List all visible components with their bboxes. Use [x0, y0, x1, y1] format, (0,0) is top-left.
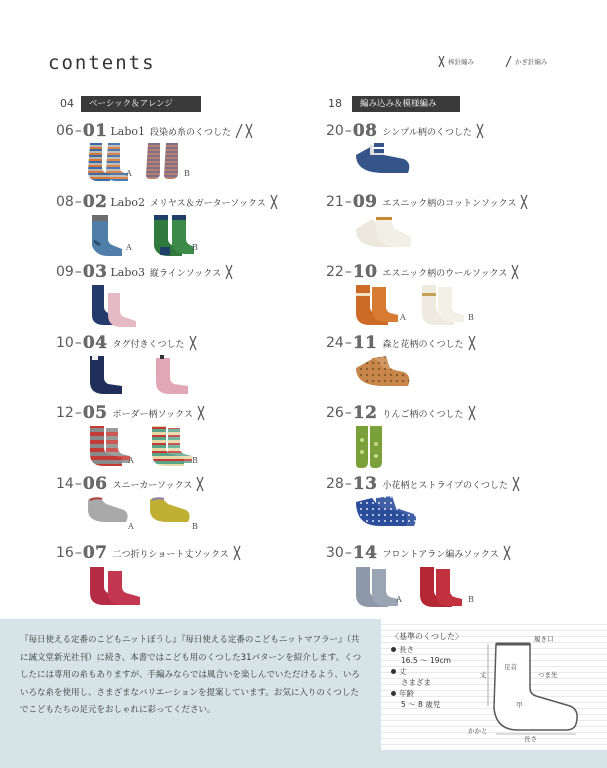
photo-03: [86, 283, 142, 327]
knitting-needles-icon: [476, 123, 484, 139]
knitting-needles-icon: [245, 123, 253, 139]
entry-title: 小花柄とストライプのくつした: [382, 480, 508, 491]
pattern-number: 01: [82, 121, 108, 141]
sock-image: [416, 565, 466, 609]
photo-10: [352, 283, 474, 327]
toc-entry-12[interactable]: 26 – 12 りんご柄のくつした: [326, 403, 476, 423]
knitting-needles-icon: [512, 476, 520, 492]
knitting-needles-icon: [225, 264, 233, 280]
photo-12: [352, 424, 386, 472]
entry-title: 縦ラインソックス: [150, 268, 222, 279]
spec-value: 5 〜 8 歳児: [401, 700, 441, 709]
variant-label: B: [192, 456, 198, 465]
knitting-needles-icon: [468, 405, 476, 421]
diagram-label-toe: つま先: [538, 671, 558, 679]
labo-label: Labo1: [110, 124, 146, 138]
standard-heading: 〈基準のくつした〉: [391, 632, 463, 641]
entry-title: エスニック柄のコットンソックス: [382, 198, 517, 209]
toc-entry-02[interactable]: 08 – 02 Labo2 メリヤス＆ガーターソックス: [56, 192, 278, 212]
legend-knit: [438, 55, 474, 68]
toc-entry-07[interactable]: 16 – 07 二つ折りショート丈ソックス: [56, 543, 241, 563]
sock-image: [148, 424, 196, 468]
entry-title: シンプル柄のくつした: [382, 127, 472, 138]
entry-title: メリヤス＆ガーターソックス: [150, 198, 266, 209]
knitting-needles-icon: [196, 476, 204, 492]
variant-label: B: [192, 522, 198, 531]
spec-value: さまざま: [401, 678, 431, 687]
photo-13: [352, 494, 420, 536]
toc-entry-08[interactable]: 20 – 08 シンプル柄のくつした: [326, 121, 484, 141]
variant-label: A: [126, 169, 132, 178]
page-title: contents: [48, 52, 156, 74]
crochet-hook-icon: [505, 55, 512, 68]
section-1-label: ベーシック＆アレンジ: [81, 96, 201, 112]
photo-14: [352, 565, 472, 609]
sock-image: [86, 565, 146, 607]
sock-image: [86, 283, 142, 327]
section-2-label: 編み込み＆模様編み: [352, 96, 460, 112]
legend-knit-label: 棒針編み: [448, 58, 474, 66]
sock-image: [86, 424, 134, 468]
photo-09: [352, 213, 414, 259]
sock-image: [352, 424, 386, 472]
sock-image: [352, 354, 414, 396]
sock-diagram: [468, 630, 598, 744]
photo-05: [86, 424, 200, 468]
bullet-icon: [391, 647, 396, 652]
section-1-page: 04: [60, 97, 74, 110]
knitting-needles-icon: [438, 55, 445, 68]
variant-label: A: [400, 313, 406, 322]
pattern-number: 09: [352, 192, 378, 212]
knitting-needles-icon: [233, 545, 241, 561]
pattern-number: 12: [352, 403, 378, 423]
legend-crochet: [505, 55, 548, 68]
toc-entry-03[interactable]: 09 – 03 Labo3 縦ラインソックス: [56, 262, 233, 282]
knitting-needles-icon: [197, 405, 205, 421]
sock-image: [352, 213, 414, 259]
entry-title: スニーカーソックス: [112, 480, 193, 491]
diagram-label-heel: かかと: [468, 727, 488, 735]
entry-title: エスニック柄のウールソックス: [382, 268, 508, 279]
legend-crochet-label: かぎ針編み: [515, 58, 548, 66]
photo-11: [352, 354, 414, 396]
diagram-label-sole: 足首: [504, 663, 517, 671]
pattern-number: 06: [82, 474, 108, 494]
variant-label: B: [192, 243, 198, 252]
sock-image: [352, 141, 414, 185]
variant-label: B: [468, 595, 474, 604]
pattern-number: 14: [352, 543, 378, 563]
intro-text: 『毎日使える定番のこどもニットぼうし』『毎日使える定番のこどもニットマフラー』（共に誠文堂新光社刊）に続き、本書ではこども用のくつした31パターンを紹介します。くつしたには専用の糸もありますが、手編みならでは風合いを楽しんでいただけるよう、いろいろな糸を使用し、さまざまなバリエーションを提案しています。お気に入りのくつしたでこどもたちの足元をおしゃれに彩ってください。: [20, 635, 362, 715]
toc-entry-10[interactable]: 22 – 10 エスニック柄のウールソックス: [326, 262, 519, 282]
labo-label: Labo3: [110, 265, 146, 279]
spec-key: 年齢: [399, 689, 414, 698]
toc-entry-09[interactable]: 21 – 09 エスニック柄のコットンソックス: [326, 192, 528, 212]
pattern-number: 11: [352, 333, 378, 353]
sock-image: [148, 213, 196, 257]
sock-image: [352, 283, 402, 327]
photo-01: [86, 141, 194, 183]
pattern-number: 07: [82, 543, 108, 563]
variant-label: A: [128, 456, 134, 465]
knitting-needles-icon: [189, 335, 197, 351]
spec-value: 16.5 〜 19cm: [401, 656, 451, 665]
entry-title: フロントアラン編みソックス: [382, 549, 499, 560]
entry-title: タグ付きくつした: [112, 339, 185, 350]
labo-label: Labo2: [110, 195, 146, 209]
bullet-icon: [391, 669, 396, 674]
entry-title: ボーダー柄ソックス: [112, 409, 193, 420]
photo-04: [86, 354, 196, 394]
pattern-number: 04: [82, 333, 108, 353]
entry-title: 森と花柄のくつした: [382, 339, 464, 350]
toc-entry-05[interactable]: 12 – 05 ボーダー柄ソックス: [56, 403, 205, 423]
toc-entry-13[interactable]: 28 – 13 小花柄とストライプのくつした: [326, 474, 520, 494]
toc-entry-01[interactable]: 06 – 01 Labo1 段染め糸のくつした: [56, 121, 253, 141]
spec-key: 長さ: [399, 645, 414, 654]
variant-label: A: [128, 522, 134, 531]
photo-08: [352, 141, 414, 185]
diagram-label-length: 長さ: [524, 735, 537, 743]
variant-label: B: [184, 169, 190, 178]
diagram-label-length-side: 丈: [480, 671, 487, 679]
entry-title: りんご柄のくつした: [382, 409, 464, 420]
pattern-number: 03: [82, 262, 108, 282]
variant-label: A: [396, 595, 402, 604]
pattern-number: 08: [352, 121, 378, 141]
knitting-needles-icon: [520, 194, 528, 210]
standard-sock-info: [391, 631, 463, 710]
sock-image: [152, 354, 196, 394]
sock-image: [352, 565, 400, 609]
diagram-label-instep: 甲: [516, 701, 523, 709]
toc-entry-14[interactable]: 30 – 14 フロントアラン編みソックス: [326, 543, 511, 563]
sock-image: [148, 494, 196, 534]
toc-entry-11[interactable]: 24 – 11 森と花柄のくつした: [326, 333, 476, 353]
sock-image: [352, 494, 420, 536]
sock-image: [86, 494, 134, 534]
pattern-number: 02: [82, 192, 108, 212]
knitting-needles-icon: [511, 264, 519, 280]
section-2-page: 18: [328, 97, 342, 110]
sock-image: [86, 354, 130, 394]
variant-label: B: [468, 313, 474, 322]
bullet-icon: [391, 691, 396, 696]
crochet-hook-icon: [235, 123, 243, 139]
pattern-number: 13: [352, 474, 378, 494]
knitting-needles-icon: [468, 335, 476, 351]
entry-title: 段染め糸のくつした: [150, 127, 232, 138]
toc-entry-06[interactable]: 14 – 06 スニーカーソックス: [56, 474, 204, 494]
sock-image: [418, 283, 468, 327]
variant-label: A: [126, 243, 132, 252]
toc-entry-04[interactable]: 10 – 04 タグ付きくつした: [56, 333, 197, 353]
knitting-needles-icon: [270, 194, 278, 210]
pattern-number: 10: [352, 262, 378, 282]
photo-02: [86, 213, 200, 257]
diagram-label-cuff: 履き口: [534, 635, 554, 643]
photo-07: [86, 565, 146, 607]
knitting-needles-icon: [503, 545, 511, 561]
spec-key: 丈: [399, 667, 407, 676]
photo-06: [86, 494, 200, 534]
entry-title: 二つ折りショート丈ソックス: [112, 549, 229, 560]
sock-outline-image: [468, 630, 598, 740]
pattern-number: 05: [82, 403, 108, 423]
